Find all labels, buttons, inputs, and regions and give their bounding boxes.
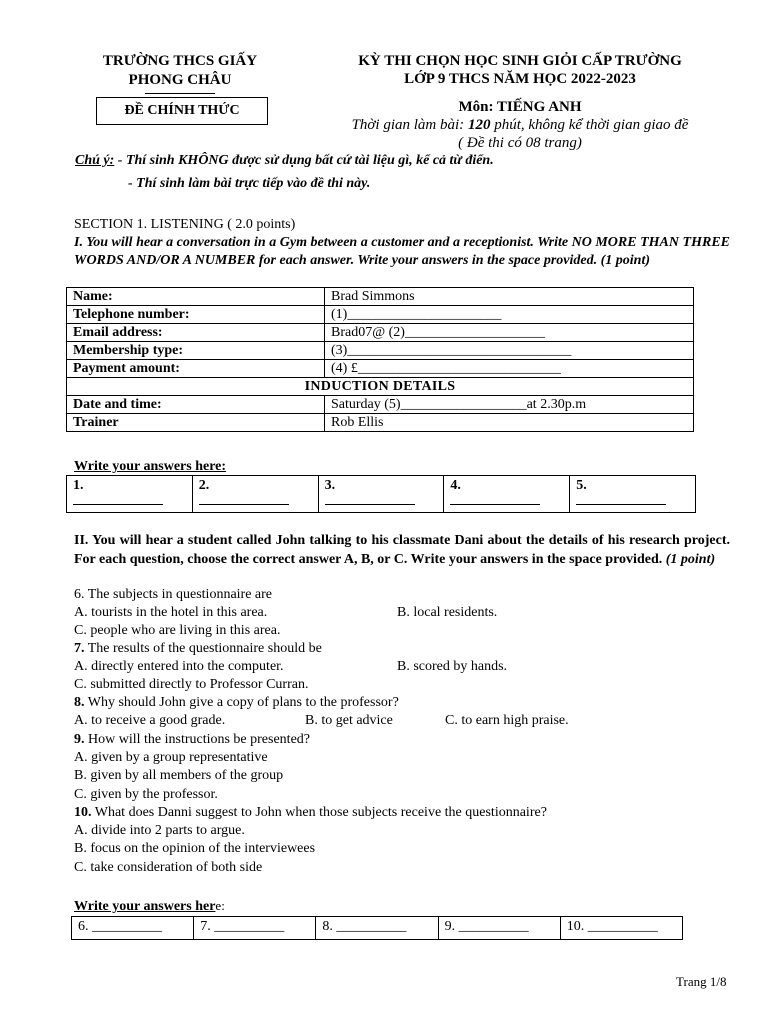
answers-label-2: Write your answers here: xyxy=(74,898,225,914)
answer-cell[interactable]: 3. xyxy=(318,476,444,513)
table-row: Email address: Brad07@ (2)____________________ xyxy=(67,324,694,342)
answer-cell[interactable]: 5. xyxy=(570,476,696,513)
note-line1: Chú ý: - Thí sinh KHÔNG được sử dụng bất cứ tài liệu gì, kể cả từ điển. xyxy=(75,153,494,168)
table-row: Name: Brad Simmons xyxy=(67,288,694,306)
school-line2: PHONG CHÂU xyxy=(128,72,232,88)
answer-cell[interactable]: 9. __________ xyxy=(438,917,560,940)
note-line2: - Thí sinh làm bài trực tiếp vào đề thi này. xyxy=(128,176,371,191)
answer-table-2 xyxy=(71,916,683,940)
question-7: 7. The results of the questionnaire should be xyxy=(74,641,322,656)
option: A. directly entered into the computer. xyxy=(74,659,284,674)
exam-header xyxy=(320,52,720,152)
option: B. scored by hands. xyxy=(397,659,508,674)
exam-title-line2: LỚP 9 THCS NĂM HỌC 2022-2023 xyxy=(404,71,636,87)
option: B. focus on the opinion of the interviewees xyxy=(74,841,316,856)
option: C. people who are living in this area. xyxy=(74,623,281,638)
part1-instructions: I. You will hear a conversation in a Gym between a customer and a receptionist. Write NO MORE THAN THREE WORDS AND/OR A NUMBER for each answer. Write your answers in the space provided. (1 point) xyxy=(74,235,730,268)
school-name xyxy=(80,52,280,94)
table-row: Date and time: Saturday (5)__________________at 2.30p.m xyxy=(67,396,694,414)
table-row: Telephone number: (1)______________________ xyxy=(67,306,694,324)
exam-pages-note: ( Đề thi có 08 trang) xyxy=(458,135,582,151)
option: A. to receive a good grade. xyxy=(74,713,226,728)
option: C. submitted directly to Professor Curran. xyxy=(74,677,309,692)
school-underline xyxy=(145,93,215,94)
option: B. to get advice xyxy=(305,713,393,728)
exam-time: Thời gian làm bài: 120 phút, không kể thời gian giao đề xyxy=(351,117,689,133)
answer-cell[interactable]: 1. xyxy=(67,476,193,513)
exam-subject: Môn: TIẾNG ANH xyxy=(458,99,582,115)
induction-heading: INDUCTION DETAILS xyxy=(67,378,694,396)
section1-title: SECTION 1. LISTENING ( 2.0 points) xyxy=(74,217,296,232)
option: A. tourists in the hotel in this area. xyxy=(74,605,268,620)
answer-cell[interactable]: 4. xyxy=(444,476,570,513)
option: C. to earn high praise. xyxy=(445,713,569,728)
school-line1: TRƯỜNG THCS GIẤY xyxy=(102,53,258,69)
page-number: Trang 1/8 xyxy=(676,974,727,989)
gym-form-table xyxy=(66,287,694,432)
official-exam-box: ĐỀ CHÍNH THỨC xyxy=(96,97,268,125)
table-row: Membership type: (3)________________________________ xyxy=(67,342,694,360)
answer-cell[interactable]: 8. __________ xyxy=(316,917,438,940)
table-row: Payment amount: (4) £_____________________________ xyxy=(67,360,694,378)
table-row: Trainer Rob Ellis xyxy=(67,414,694,432)
option: B. given by all members of the group xyxy=(74,768,284,783)
table-row xyxy=(67,378,694,396)
question-8: 8. Why should John give a copy of plans to the professor? xyxy=(74,695,399,710)
exam-title-line1: KỲ THI CHỌN HỌC SINH GIỎI CẤP TRƯỜNG xyxy=(358,53,682,69)
option: C. given by the professor. xyxy=(74,787,218,802)
answer-cell[interactable]: 2. xyxy=(192,476,318,513)
question-6: 6. The subjects in questionnaire are xyxy=(74,587,273,602)
option: A. given by a group representative xyxy=(74,750,268,765)
answer-cell[interactable]: 7. __________ xyxy=(194,917,316,940)
option: A. divide into 2 parts to argue. xyxy=(74,823,245,838)
option: C. take consideration of both side xyxy=(74,860,263,875)
part2-instructions: II. You will hear a student called John talking to his classmate Dani about the details of his research project. For each question, choose the correct answer A, B, or C. Write your answers in the space provided. (1 point) xyxy=(74,533,730,567)
question-9: 9. How will the instructions be presented? xyxy=(74,732,311,747)
option: B. local residents. xyxy=(397,605,498,620)
answer-cell[interactable]: 10. __________ xyxy=(560,917,682,940)
answers-label-1: Write your answers here: xyxy=(74,459,227,474)
answer-table-1 xyxy=(66,475,696,513)
question-10: 10. What does Danni suggest to John when those subjects receive the questionnaire? xyxy=(74,805,547,820)
answer-cell[interactable]: 6. __________ xyxy=(72,917,194,940)
